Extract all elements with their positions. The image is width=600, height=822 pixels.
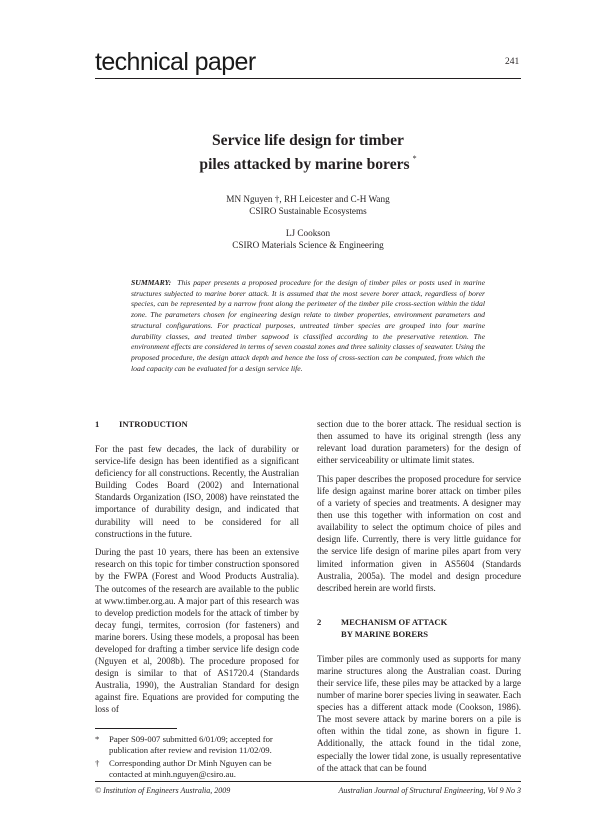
intro-paragraph-3: This paper describes the proposed procedure for service life design against marine borer attack on timber piles of a variety of species and treatments. A designer may then use this together with information on cost and availability to select the optimum choice of piles and design life. Currently, there is very little guidance for the service life design of marine piles apart from very limited information given in AS5604 (Standards Australia, 2005a). The model and design procedure described herein are world firsts.: [317, 473, 521, 593]
authors-line-2: LJ Cookson: [285, 228, 331, 238]
footer-copyright: © Institution of Engineers Australia, 2009: [95, 786, 231, 795]
section-2-number: 2: [317, 616, 322, 627]
journal-section-title: technical paper: [95, 48, 256, 76]
summary-text: This paper presents a proposed procedure for the design of timber piles or posts used in marine structures subjected to marine borer attack. It is assumed that the most severe borer attack, regardless of borer species, can be represented by a narrow front along the perimeter of the timber pile cross-section within the tidal zone. The parameters chosen for engineering design relate to timber properties, environment parameters and structural configurations. For practical purposes, untreated timber species are grouped into four marine durability classes, and treated timber sapwood is classified according to the preservative retention. The environment effects are considered in terms of seven coastal zones and three salinity classes of seawater. Using the proposed procedure, the design attack depth and hence the loss of cross-section can be computed, from which the load capacity can be evaluated for a design service life.: [131, 278, 485, 373]
footnote-text: Paper S09-007 submitted 6/01/09; accepted for publication after review and revision 11/02/09.: [109, 734, 273, 755]
section-2-title: [341, 616, 521, 640]
affiliation-1: CSIRO Sustainable Ecosystems: [249, 206, 367, 216]
section-1-number: 1: [95, 419, 100, 429]
intro-paragraph-2: During the past 10 years, there has been an extensive research on this topic for timber construction sponsored by the FWPA (Forest and Wood Products Australia). The outcomes of the research are available to the public at www.timber.org.au. A major part of this research was to develop prediction models for the attack of timber by decay fungi, termites, corrosion (for fasteners) and marine borers. Using these models, a proposal has been developed for drafting a timber service life design code (Nguyen et al, 2008b). The procedure proposed for design is similar to that of AS1720.4 (Standards Australia, 1990), the Australian Standard for design against fire. Equations are provided for computing the loss of: [95, 547, 299, 715]
title-line-2-text: piles attacked by marine borers: [199, 156, 410, 174]
title-line-1: Service life design for timber: [212, 132, 404, 149]
affiliation-2: CSIRO Materials Science & Engineering: [232, 240, 384, 250]
header-rule: [95, 78, 521, 79]
mechanism-paragraph-1: Timber piles are commonly used as supports for many marine structures along the Australian coast. During their service life, these piles may be attacked by a large number of marine borer species living in seawater. Each species has a different attack mode (Cookson, 1986). The most severe attack by marine borers on a pile is often within the tidal zone, as shown in figure 1. Additionally, the attack found in the tidal zone, especially the lower tidal zone, is usually representative of the attack that can be found: [317, 653, 521, 773]
footnote-text: Corresponding author Dr Minh Nguyen can be contacted at minh.nguyen@csiro.au.: [109, 758, 272, 779]
intro-paragraph-2-continued: section due to the borer attack. The residual section is then assumed to have its original strength (less any relevant load duration parameters) for the design of either serviceability or ultimate limit states.: [317, 419, 521, 466]
section-1-title: INTRODUCTION: [119, 419, 188, 429]
right-column: [317, 418, 521, 780]
author-block-1: [95, 193, 521, 217]
footer-rule: [95, 781, 521, 782]
section-2-heading: [317, 616, 521, 640]
summary-abstract: [131, 278, 485, 374]
title-footnote-mark: *: [412, 154, 417, 163]
footnote-mark: †: [95, 758, 100, 768]
summary-label: SUMMARY:: [131, 278, 172, 287]
author-block-2: [95, 227, 521, 251]
footnotes: [95, 734, 299, 782]
title-line-2: [95, 151, 521, 175]
paper-title: [95, 131, 521, 175]
intro-paragraph-1: For the past few decades, the lack of durability or service-life design has been identified as a significant deficiency for all constructions. Recently, the Australian Building Codes Board (2002) and International Standards Organization (ISO, 2008) have reinstated the importance of durability design, and indicated that durability will need to be considered for all constructions in the future.: [95, 444, 299, 539]
footnote-rule: [95, 728, 177, 729]
footnote-item: [95, 734, 299, 756]
left-column: [95, 418, 299, 722]
authors-line-1: MN Nguyen †, RH Leicester and C-H Wang: [226, 194, 390, 204]
footer-journal-citation: Australian Journal of Structural Engineering, Vol 9 No 3: [338, 786, 521, 795]
page-number: 241: [505, 57, 520, 67]
section-1-heading: [95, 418, 299, 430]
footnote-item: [95, 758, 299, 780]
section-2-title-line-2: BY MARINE BORERS: [341, 628, 429, 639]
section-2-title-line-1: MECHANISM OF ATTACK: [341, 616, 448, 627]
footnote-mark: *: [95, 734, 100, 744]
